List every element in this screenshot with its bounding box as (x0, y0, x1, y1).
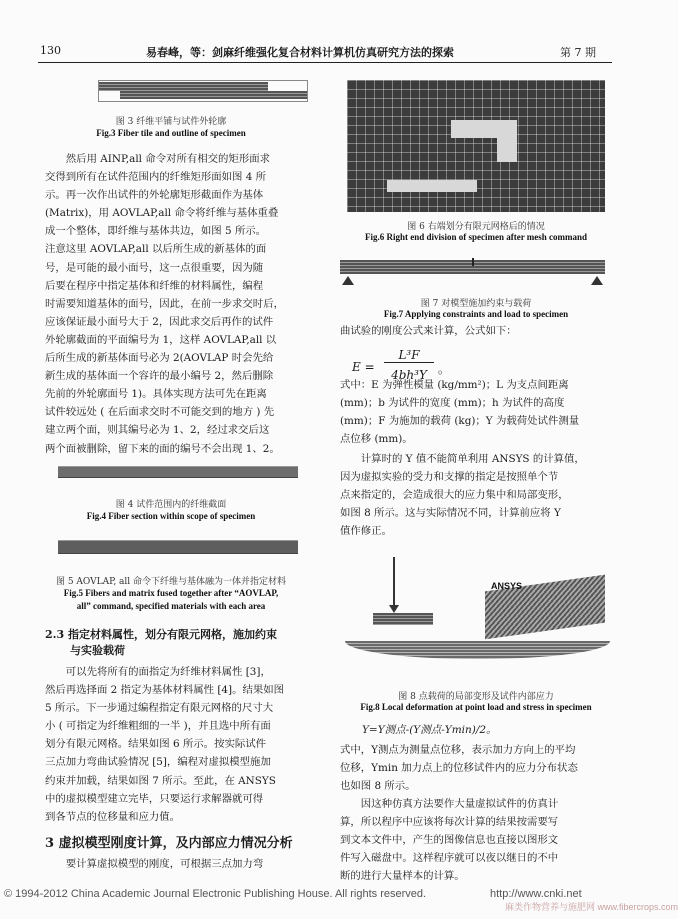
text-line: 号，是可能的最小面号，这一点很重要，因为随 (45, 261, 264, 274)
right-paragraph-4 (340, 795, 610, 885)
formula-numerator: L³F (384, 348, 434, 363)
text-line: 也如图 8 所示。 (340, 780, 416, 793)
header-rule (38, 62, 612, 63)
ansys-label: ANSYS (491, 581, 523, 591)
text-line: 因这种仿真方法要作大量虚拟试件的仿真计 (360, 798, 559, 810)
text-line: 交得到所有在试件范围内的纤维矩形面如图 4 所 (45, 171, 267, 184)
figure-5-image (58, 540, 298, 554)
right-paragraph-3 (340, 741, 610, 795)
figure-3-image (98, 72, 308, 106)
figure-4-caption-cn: 图 4 试件范围内的纤维截面 (115, 500, 227, 510)
left-paragraph-1 (45, 150, 307, 458)
text-line: 位移，Ymin 加力点上的位移试件内的应力分布状态 (340, 762, 578, 775)
right-paragraph-1 (340, 376, 610, 448)
text-line: (mm)；F 为施加的载荷 (kg)；Y 为载荷处试件测量 (340, 415, 580, 428)
text-line: 可以先将所有的面指定为纤维材料属性 [3]， (65, 666, 271, 678)
figure-4-image (58, 466, 298, 478)
text-line: 曲试验的刚度公式来计算，公式如下： (340, 325, 517, 337)
text-line: 式中：E 为弹性模量 (kg/mm²)；L 为支点间距离 (340, 379, 569, 391)
text-line: (mm)；b 为试件的宽度 (mm)；h 为试件的高度 (340, 397, 565, 410)
text-line: 式中，Y测点为测量点位移，表示加力方向上的平均 (340, 744, 576, 756)
figure-4-caption-en: Fig.4 Fiber section within scope of specimen (86, 511, 256, 521)
text-line: 小 ( 可指定为纤维粗细的一半 )，并且选中所有面 (45, 720, 271, 733)
text-line: 到文本文件中，产生的图像信息也直接以图形文 (340, 834, 559, 847)
text-line: 然后再选择面 2 指定为基体材料属性 [4]。结果如图 (45, 684, 285, 697)
figure-3-caption-cn: 图 3 纤维平铺与试件外轮廓 (115, 117, 227, 127)
text-line: 点位移 (mm)。 (340, 433, 413, 446)
running-title: 易春峰，等：剑麻纤维强化复合材料计算机仿真研究方法的探索 (146, 46, 454, 59)
section-2-3-heading: 2.3 指定材料属性，划分有限元网格，施加约束 (45, 628, 277, 641)
text-line: 要计算虚拟模型的刚度，可根据三点加力弯 (65, 858, 264, 870)
text-line: 建立两个面，则其编号必为 1、2，经过求交后这 (45, 424, 270, 437)
text-line: 两个面被删除，留下来的面的编号不会出现 1、2。 (45, 442, 280, 455)
formula-end: 。 (438, 362, 451, 376)
formula-lhs: E = (352, 360, 375, 374)
text-line: 值作修正。 (340, 525, 392, 538)
text-line: 注意这里 AOVLAP,all 以后所生成的新基体的面 (45, 243, 267, 256)
text-line: 算，所以程序中应该将每次计算的结果按需要写 (340, 816, 559, 829)
text-line: 约束并加载，结果如图 7 所示。至此，在 ANSYS (45, 774, 276, 787)
figure-3-caption-en: Fig.3 Fiber tile and outline of specimen (96, 128, 246, 138)
figure-5-caption-en-2: all” command, specified materials with each area (76, 601, 266, 611)
text-line: 三点加力弯曲试验情况 [5]，编程对虚拟模型施加 (45, 756, 271, 769)
formula-denominator: 4bh³Y (391, 368, 427, 382)
text-line: 新生成的基体面一个容许的最小编号 2，然后删除 (45, 370, 274, 383)
left-paragraph-2 (45, 663, 307, 826)
text-line: 点来指定的，会造成很大的应力集中和局部变形， (340, 489, 569, 502)
figure-7-caption-en: Fig.7 Applying constraints and load to specimen (383, 309, 569, 319)
figure-6-caption-cn: 图 6 右端划分有限元网格后的情况 (407, 222, 545, 232)
text-line: 件写入磁盘中。这样程序就可以夜以继日的不中 (340, 852, 559, 865)
text-line: 时需要知道基体的面号，因此，在前一步求交时后， (45, 297, 284, 310)
left-paragraph-3 (45, 855, 307, 873)
figure-7-image (340, 258, 605, 288)
text-line: 因为虚拟实验的受力和支撑的指定是按照单个节 (340, 471, 559, 484)
figure-8-caption-en: Fig.8 Local deformation at point load and stress in specimen (360, 702, 592, 712)
right-paragraph-2 (340, 450, 610, 540)
issue-number: 第 7 期 (560, 46, 596, 59)
text-line: 中的虚拟模型建立完毕，只要运行求解器就可得 (45, 792, 264, 805)
text-line: (Matrix)，用 AOVLAP,all 命令将纤维与基体重叠 (45, 207, 279, 220)
figure-5-caption-en-1: Fig.5 Fibers and matrix fused together after “AOVLAP, (63, 588, 279, 598)
right-intro (340, 322, 610, 340)
figure-7-caption-cn: 图 7 对模型施加约束与载荷 (420, 299, 532, 309)
text-line: 示。再一次作出试件的外轮廓矩形截面作为基体 (45, 189, 264, 202)
displacement-equation: Y=Y测点-(Y测点-Ymin)/2。 (362, 724, 497, 736)
text-line: 成一个整体，即纤维与基体共边，如图 5 所示。 (45, 225, 267, 238)
text-line: 到各节点的位移量和应力值。 (45, 810, 181, 823)
text-line: 外轮廓截面的平面编号为 1，这样 AOVLAP,all 以 (45, 333, 277, 346)
text-line: 后要在程序中指定基体和纤维的材料属性，编程 (45, 279, 264, 292)
copyright-notice: © 1994-2012 China Academic Journal Electronic Publishing House. All rights reserved. (4, 888, 427, 900)
page-number: 130 (40, 44, 61, 57)
text-line: 断的进行大量样本的计算。 (340, 870, 465, 883)
text-line: 后所生成的新基体面号必为 2(AOVLAP 时会先给 (45, 352, 274, 365)
figure-8-caption-cn: 图 8 点载荷的局部变形及试件内部应力 (398, 692, 554, 702)
text-line: 应该保证最小面号大于 2，因此求交后再作的试件 (45, 315, 274, 328)
text-line: 划分有限元网格。结果如图 6 所示。按实际试件 (45, 738, 267, 751)
figure-8-image (345, 555, 610, 680)
text-line: 5 所示。下一步通过编程指定有限元网格的尺寸大 (45, 702, 274, 715)
text-line: 试件较远处 ( 在后面求交时不可能交到的地方 ) 先 (45, 406, 275, 419)
figure-5-caption-cn: 图 5 AOVLAP, all 命令下纤维与基体融为一体并指定材料 (55, 577, 287, 587)
site-watermark: 麻类作物营养与施肥网 www.fibercrops.com (505, 902, 678, 912)
figure-6-image (347, 80, 605, 212)
figure-6-caption-en: Fig.6 Right end division of specimen after mesh command (364, 232, 588, 242)
text-line: 然后用 AINP,all 命令对所有相交的矩形面求 (65, 153, 270, 165)
section-2-3-heading-cont: 与实验载荷 (70, 644, 125, 657)
section-3-heading: 3 虚拟模型刚度计算，及内部应力情况分析 (45, 836, 293, 851)
text-line: 如图 8 所示。这与实际情况不同，计算前应将 Y (340, 507, 561, 520)
text-line: 计算时的 Y 值不能简单利用 ANSYS 的计算值， (360, 453, 585, 465)
text-line: 先前的外轮廓面号 1)。具体实现方法可先在距离 (45, 388, 267, 401)
cnki-link[interactable]: http://www.cnki.net (490, 888, 582, 900)
